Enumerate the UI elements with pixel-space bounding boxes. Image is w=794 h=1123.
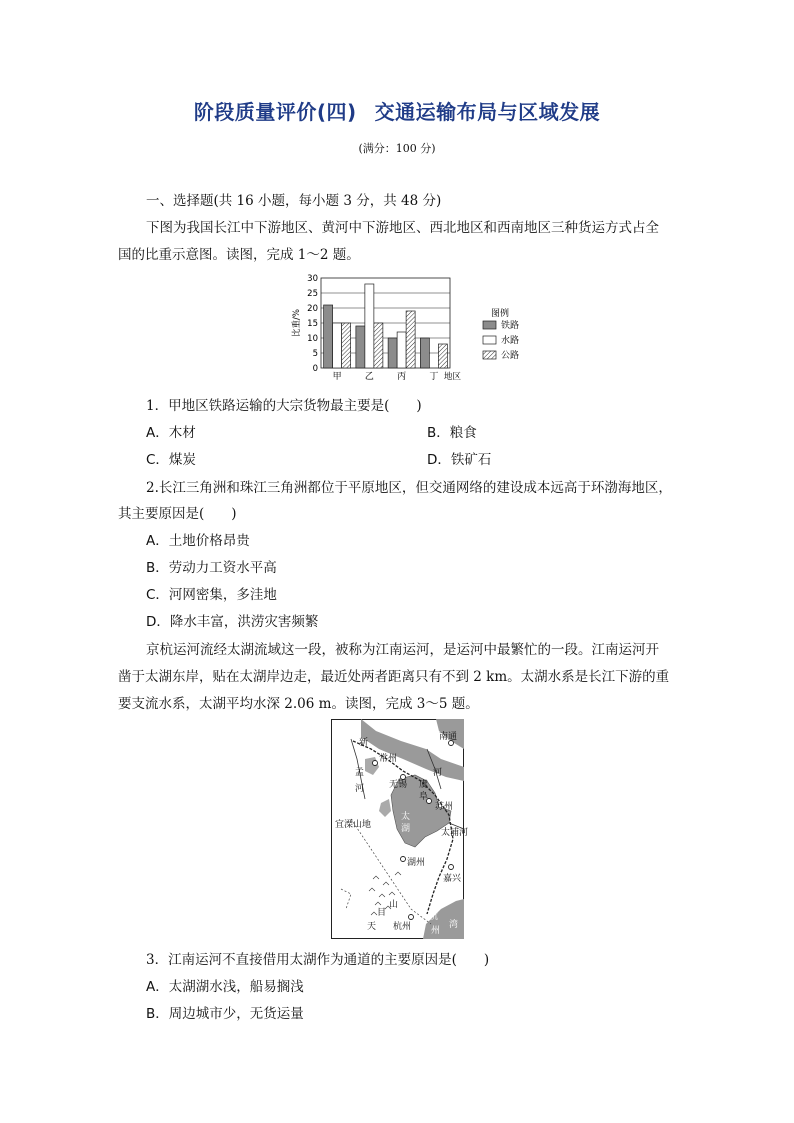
label-tai: 太 [401,812,411,822]
passage-line-2: 凿于太湖东岸，贴在太湖岸边走，最近处两者距离只有不到 2 km。太湖水系是长江下游的重 [118,669,670,685]
label-meng: 孟 [355,768,365,778]
bar-水路-甲 [333,323,342,368]
taihu-canal-map [331,719,469,939]
q3-option-a[interactable]: A．太湖湖水浅，船易搁浅 [146,979,304,995]
legend-swatch-水路 [483,336,496,344]
intro-line-2: 国的比重示意图。读图，完成 1～2 题。 [118,247,360,263]
x-tick-label: 丁 [429,372,439,382]
q2-option-b[interactable]: B．劳动力工资水平高 [146,560,277,576]
label-hu: 湖 [401,824,411,834]
label-wan: 湾 [449,920,459,930]
label-nantong: 南通 [439,732,458,742]
legend-label: 水路 [501,336,520,346]
y-tick-label: 5 [312,349,318,359]
legend-swatch-铁路 [483,321,496,329]
x-tick-label: 乙 [364,372,374,382]
q1-option-c[interactable]: C．煤炭 [146,452,196,468]
label-yixing: 宜溧山地 [335,820,372,830]
q1-option-a[interactable]: A．木材 [146,425,196,441]
label-he1: 河 [355,784,365,794]
city-changzhou [373,761,378,766]
bar-公路-丙 [406,311,415,368]
title-part2: 交通运输布局与区域发展 [374,100,601,124]
label-taipu: 太浦河 [441,828,469,838]
q1-option-b[interactable]: B．粮食 [427,425,477,441]
bar-铁路-甲 [324,305,333,368]
q2-option-c[interactable]: C．河网密集，多洼地 [146,587,277,603]
legend-label: 铁路 [501,321,520,331]
passage-line-1: 京杭运河流经太湖流域这一段，被称为江南运河，是运河中最繁忙的一段。江南运河开 [146,642,659,658]
label-wuxi: 无锡 [389,780,408,790]
city-huzhou [401,857,406,862]
label-yu: 虞 [419,780,429,790]
bar-公路-丁 [438,344,447,368]
bar-公路-甲 [342,323,351,368]
y-axis-label: 比重/% [292,309,302,337]
score-note: (满分：100 分) [358,142,436,155]
bar-公路-乙 [374,323,383,368]
intro-line-1: 下图为我国长江中下游地区、黄河中下游地区、西北地区和西南地区三种货运方式占全 [146,220,659,236]
bar-水路-乙 [365,284,374,368]
label-tian: 天 [367,922,377,932]
q2-option-d[interactable]: D．降水丰富，洪涝灾害频繁 [146,614,319,630]
section-heading: 一、选择题(共 16 小题，每小题 3 分，共 48 分) [146,193,442,209]
bar-铁路-丙 [388,338,397,368]
label-hangzhou: 杭州 [393,922,412,932]
q2-stem-line-1: 2.长江三角洲和珠江三角洲都位于平原地区，但交通网络的建设成本远高于环渤海地区， [146,480,672,496]
q2-stem-line-2: 其主要原因是( ) [118,506,237,522]
freight-share-chart [285,268,545,386]
legend-label: 公路 [501,351,520,361]
legend-title: 图例 [491,309,510,319]
q2-option-a[interactable]: A．土地价格昂贵 [146,533,250,549]
city-hangzhou [409,915,414,920]
y-tick-label: 10 [307,334,318,344]
label-shan: 山 [389,900,399,910]
page-title [0,96,794,125]
label-changzhou: 常州 [379,754,398,764]
label-hang: 杭 [429,912,439,922]
label-suzhou: 苏州 [435,802,454,812]
label-zhou: 州 [431,926,441,936]
title-part1: 阶段质量评价(四) [193,100,357,124]
y-tick-label: 15 [307,319,318,329]
x-tick-label: 甲 [332,372,342,382]
label-xin: 新 [359,738,369,748]
bar-铁路-丁 [420,338,429,368]
city-jiaxing [449,865,454,870]
y-tick-label: 30 [307,274,318,284]
label-huzhou: 湖州 [407,858,426,868]
city-wuxi [401,775,406,780]
label-jiaxing: 嘉兴 [443,874,462,884]
q1-option-d[interactable]: D．铁矿石 [427,452,492,468]
bar-铁路-乙 [356,326,365,368]
q3-option-b[interactable]: B．周边城市少，无货运量 [146,1006,304,1022]
q1-stem: 1．甲地区铁路运输的大宗货物最主要是( ) [146,398,422,414]
bar-水路-丙 [397,332,406,368]
passage-line-3: 要支流水系，太湖平均水深 2.06 m。读图，完成 3～5 题。 [118,696,479,712]
label-mu: 目 [377,908,387,918]
legend-swatch-公路 [483,351,496,359]
label-fu: 阜 [419,792,429,802]
x-tick-label: 丙 [397,372,407,382]
x-axis-label: 地区 [444,372,462,382]
y-tick-label: 20 [307,304,318,314]
y-tick-label: 0 [312,364,318,374]
label-he2: 河 [433,768,443,778]
y-tick-label: 25 [307,289,318,299]
q3-stem: 3．江南运河不直接借用太湖作为通道的主要原因是( ) [146,952,490,968]
